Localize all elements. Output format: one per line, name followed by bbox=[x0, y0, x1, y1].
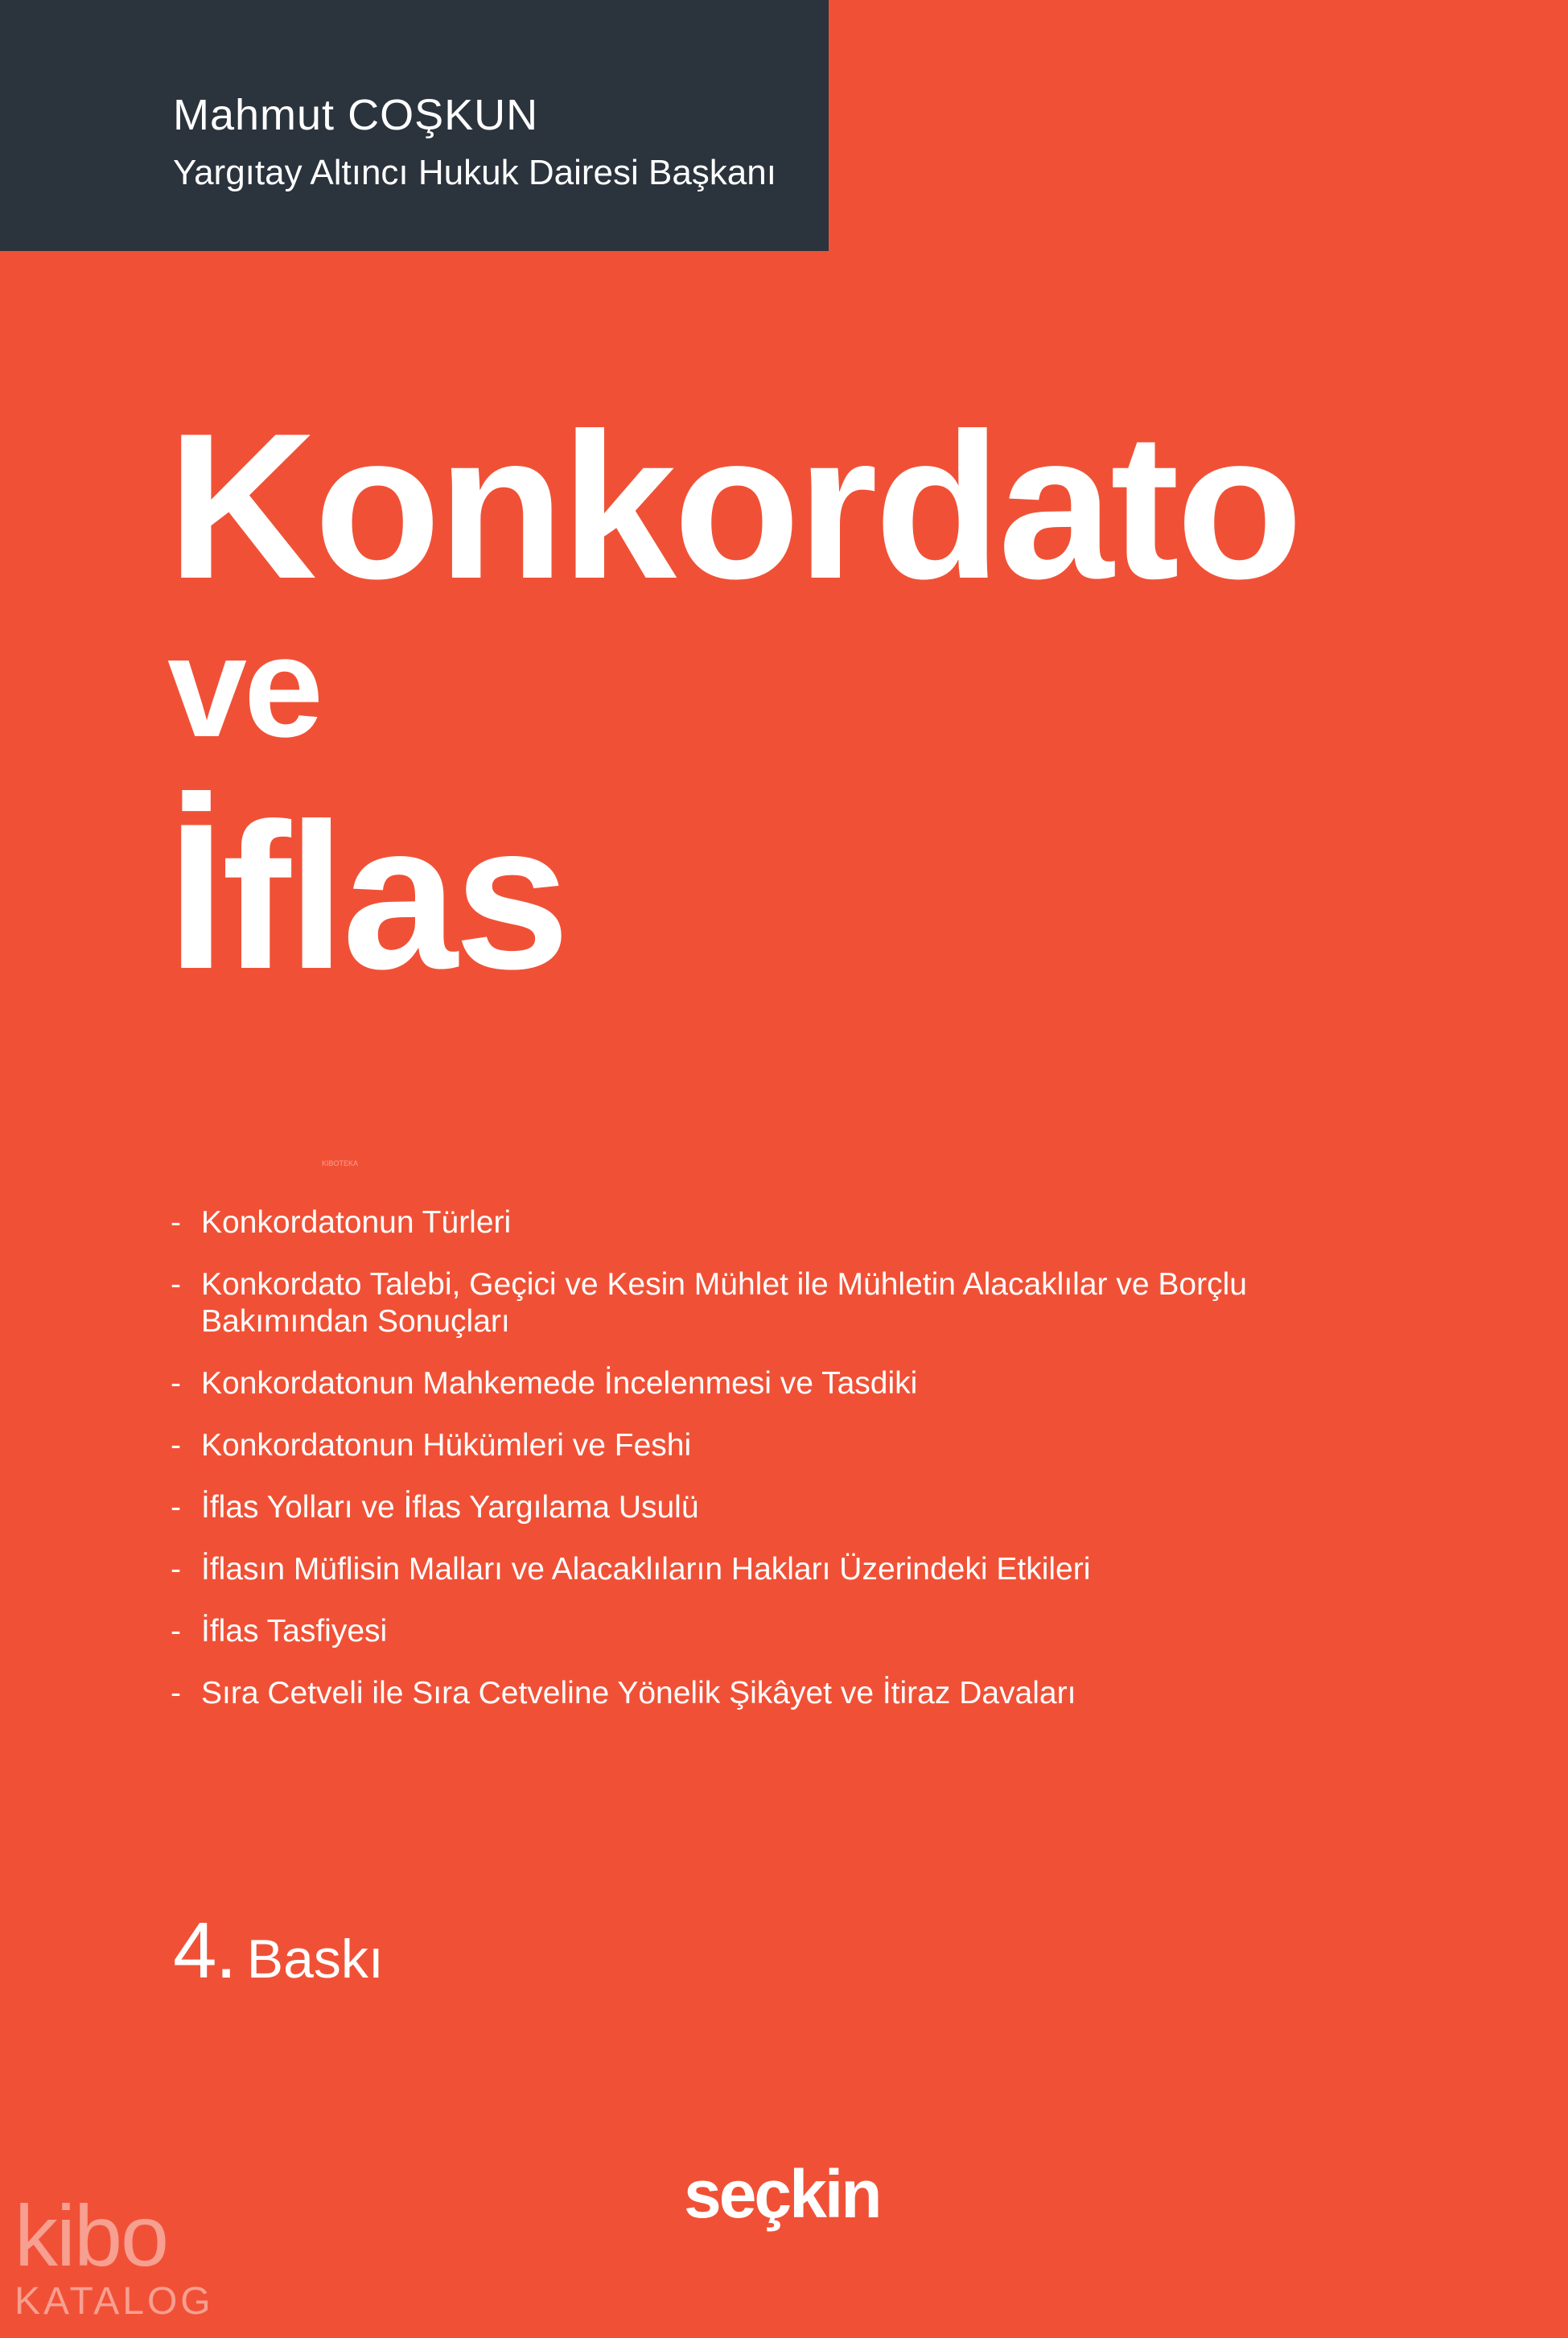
edition-label: Baskı bbox=[246, 1928, 384, 1990]
topic-dash: - bbox=[171, 1428, 181, 1463]
topic-dash: - bbox=[171, 1366, 181, 1401]
author-name: Mahmut COŞKUN bbox=[173, 91, 539, 139]
topic-item bbox=[171, 1613, 1281, 1650]
topic-item bbox=[171, 1489, 1281, 1526]
author-box bbox=[0, 0, 829, 251]
book-title-line-1: Konkordato bbox=[167, 389, 1300, 622]
book-title-line-3: İflas bbox=[167, 780, 567, 1012]
author-role: Yargıtay Altıncı Hukuk Dairesi Başkanı bbox=[173, 153, 776, 192]
topic-dash: - bbox=[171, 1614, 181, 1649]
topics-list bbox=[171, 1204, 1281, 1737]
edition bbox=[173, 1906, 384, 1994]
topic-item bbox=[171, 1551, 1281, 1588]
topic-dash: - bbox=[171, 1205, 181, 1240]
topic-dash: - bbox=[171, 1552, 181, 1587]
topic-text: Konkordatonun Hükümleri ve Feshi bbox=[201, 1428, 692, 1463]
topic-dash: - bbox=[171, 1676, 181, 1710]
topic-item bbox=[171, 1427, 1281, 1464]
book-title-line-2: ve bbox=[167, 607, 320, 767]
topic-text: Konkordato Talebi, Geçici ve Kesin Mühlet ile Mühletin Alacaklılar ve Borçlu Bakımından Sonuçları bbox=[201, 1267, 1247, 1339]
watermark-brand: kibo bbox=[14, 2187, 168, 2284]
topic-item bbox=[171, 1365, 1281, 1402]
watermark-sub: KATALOG bbox=[14, 2280, 214, 2323]
topic-text: İflas Yolları ve İflas Yargılama Usulü bbox=[201, 1490, 699, 1525]
edition-number: 4. bbox=[173, 1906, 236, 1994]
tiny-mark: KIBOTEKA bbox=[322, 1159, 359, 1167]
topic-dash: - bbox=[171, 1490, 181, 1525]
topic-text: İflas Tasfiyesi bbox=[201, 1614, 388, 1649]
publisher-logo: seçkin bbox=[684, 2156, 880, 2232]
topic-item bbox=[171, 1675, 1281, 1712]
topic-text: Konkordatonun Türleri bbox=[201, 1205, 512, 1240]
watermark bbox=[14, 2187, 214, 2323]
topic-text: Konkordatonun Mahkemede İncelenmesi ve Tasdiki bbox=[201, 1366, 918, 1401]
topic-text: Sıra Cetveli ile Sıra Cetveline Yönelik Şikâyet ve İtiraz Davaları bbox=[201, 1676, 1076, 1710]
topic-item bbox=[171, 1266, 1281, 1340]
topic-item bbox=[171, 1204, 1281, 1241]
topic-text: İflasın Müflisin Malları ve Alacaklıların Hakları Üzerindeki Etkileri bbox=[201, 1552, 1091, 1587]
topic-dash: - bbox=[171, 1267, 181, 1302]
